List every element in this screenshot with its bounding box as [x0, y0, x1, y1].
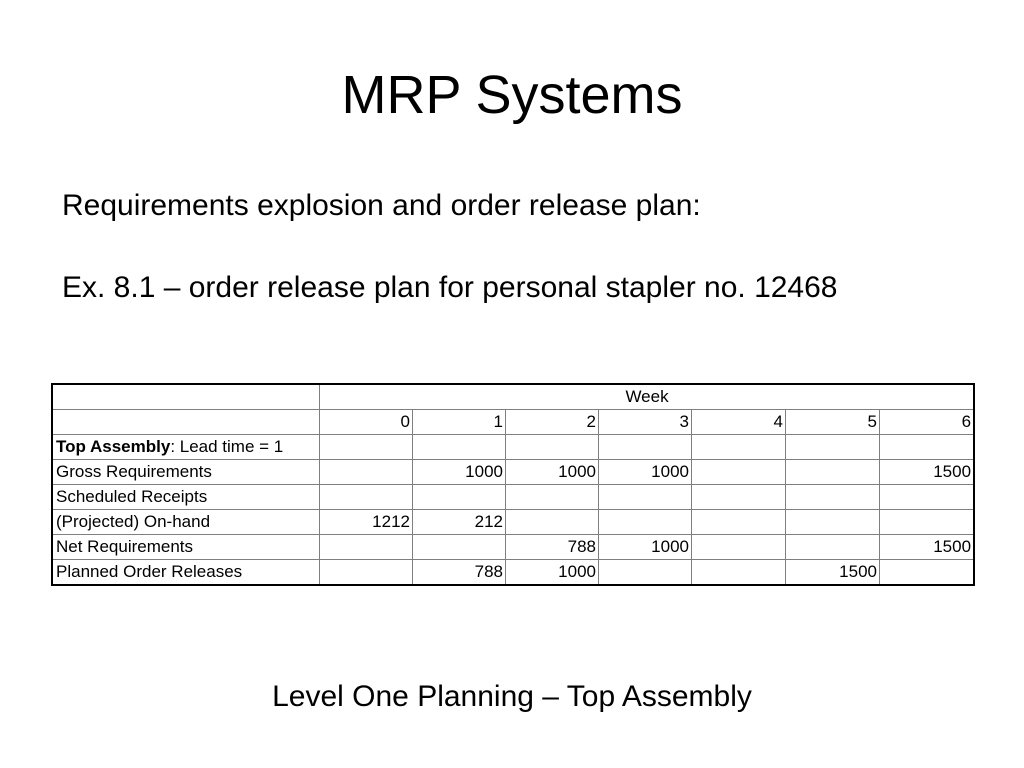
- table-cell: [786, 510, 880, 535]
- table-cell: [880, 485, 974, 510]
- empty-label-cell: [53, 410, 320, 435]
- slide-caption: Level One Planning – Top Assembly: [272, 680, 752, 713]
- table-cell: [506, 485, 599, 510]
- row-label: Gross Requirements: [53, 460, 320, 485]
- table-cell: 1000: [506, 460, 599, 485]
- table-cell: [506, 510, 599, 535]
- table-cell: [320, 560, 413, 585]
- table-cell: 1500: [880, 460, 974, 485]
- table-cell: 212: [413, 510, 506, 535]
- empty-cell: [413, 435, 506, 460]
- table-cell: 1000: [599, 535, 692, 560]
- table-cell: [692, 560, 786, 585]
- table-cell: [786, 485, 880, 510]
- table-cell: [413, 535, 506, 560]
- week-numbers-row: [53, 410, 974, 435]
- table-row: [53, 535, 974, 560]
- table-row: [53, 510, 974, 535]
- mrp-table: [52, 384, 974, 585]
- table-cell: 1500: [786, 560, 880, 585]
- table-cell: [320, 460, 413, 485]
- row-label: Planned Order Releases: [53, 560, 320, 585]
- lead-time-text: : Lead time = 1: [170, 437, 284, 456]
- week-header: Week: [320, 385, 974, 410]
- top-assembly-label: [53, 435, 320, 460]
- table-cell: [786, 460, 880, 485]
- table-cell: 788: [413, 560, 506, 585]
- table-row: [53, 485, 974, 510]
- table-cell: 1000: [599, 460, 692, 485]
- week-number: 0: [320, 410, 413, 435]
- week-number: 4: [692, 410, 786, 435]
- empty-cell: [599, 435, 692, 460]
- table-cell: [320, 485, 413, 510]
- table-cell: 1000: [413, 460, 506, 485]
- week-header-row: [53, 385, 974, 410]
- slide-title: MRP Systems: [341, 65, 683, 125]
- table-cell: [692, 535, 786, 560]
- table-cell: [320, 535, 413, 560]
- empty-corner-cell: [53, 385, 320, 410]
- week-number: 2: [506, 410, 599, 435]
- table-row: [53, 460, 974, 485]
- table-cell: [880, 560, 974, 585]
- table-cell: [786, 535, 880, 560]
- row-label: Net Requirements: [53, 535, 320, 560]
- table-cell: [599, 560, 692, 585]
- week-number: 3: [599, 410, 692, 435]
- empty-cell: [692, 435, 786, 460]
- table-row: [53, 560, 974, 585]
- table-cell: 788: [506, 535, 599, 560]
- subtitle-requirements-explosion: Requirements explosion and order release plan:: [62, 189, 701, 222]
- top-assembly-name: Top Assembly: [56, 437, 171, 456]
- table-cell: [599, 510, 692, 535]
- empty-cell: [786, 435, 880, 460]
- week-number: 6: [880, 410, 974, 435]
- empty-cell: [506, 435, 599, 460]
- row-label: Scheduled Receipts: [53, 485, 320, 510]
- table-cell: [692, 485, 786, 510]
- table-cell: [692, 460, 786, 485]
- table-cell: [599, 485, 692, 510]
- table-cell: [880, 510, 974, 535]
- empty-cell: [880, 435, 974, 460]
- subtitle-example: Ex. 8.1 – order release plan for personal stapler no. 12468: [62, 271, 838, 304]
- empty-cell: [320, 435, 413, 460]
- table-cell: 1212: [320, 510, 413, 535]
- table-cell: [692, 510, 786, 535]
- row-label: (Projected) On-hand: [53, 510, 320, 535]
- top-assembly-row: [53, 435, 974, 460]
- week-number: 1: [413, 410, 506, 435]
- week-number: 5: [786, 410, 880, 435]
- table-cell: [413, 485, 506, 510]
- table-cell: 1000: [506, 560, 599, 585]
- table-cell: 1500: [880, 535, 974, 560]
